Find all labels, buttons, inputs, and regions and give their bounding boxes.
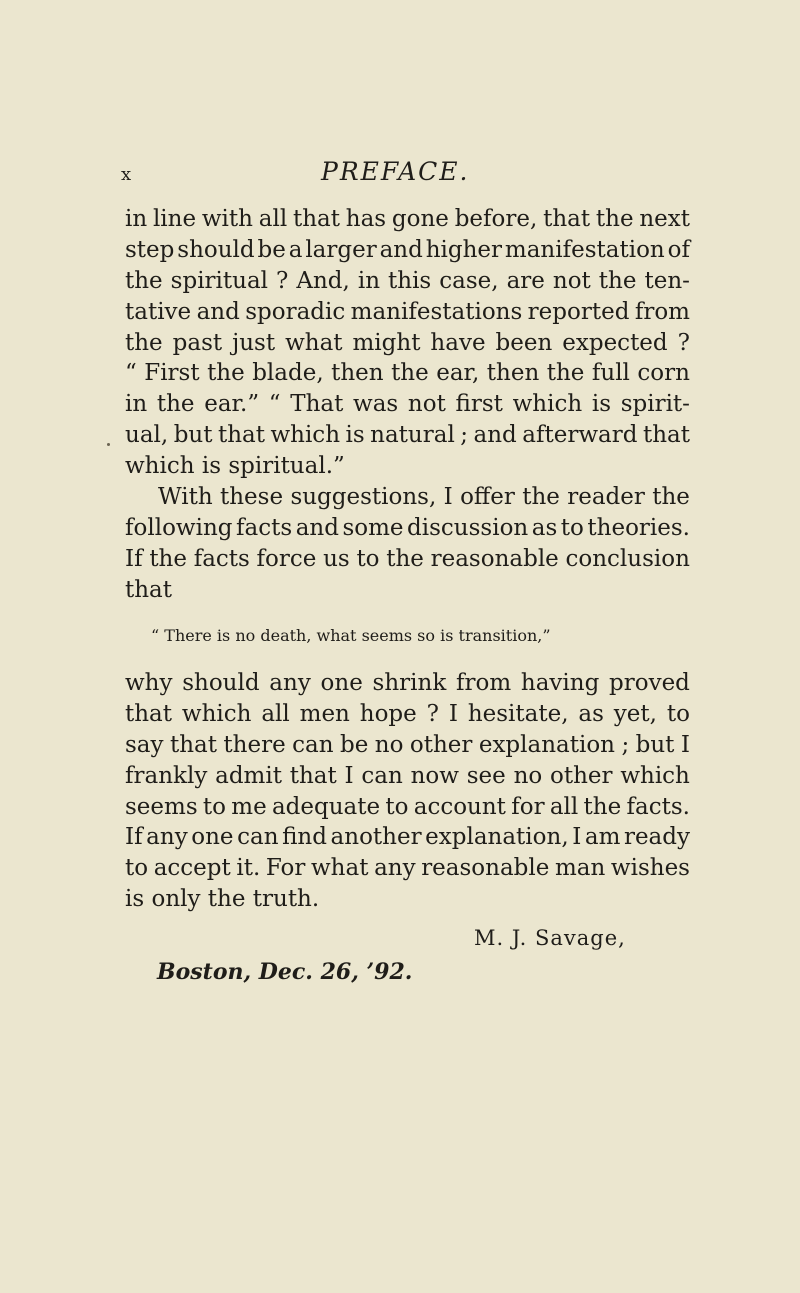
word: hesitate, [467, 700, 569, 727]
word: explanation, [425, 824, 569, 851]
word: find [282, 824, 327, 851]
word: reported [527, 298, 630, 325]
word: admit [215, 762, 282, 789]
dateline: Boston, Dec. 26, ’92. [157, 959, 413, 985]
word: in [125, 206, 148, 232]
word: can [292, 731, 334, 758]
word: be [257, 236, 286, 263]
word: in [357, 267, 381, 294]
word: reasonable [421, 855, 550, 882]
word: manifestations [350, 298, 523, 325]
word: that [642, 422, 690, 449]
word: can [237, 824, 279, 851]
word: there [223, 731, 286, 758]
word: that [125, 700, 173, 727]
paragraph-3 [125, 668, 690, 915]
word: all [549, 793, 579, 820]
word: “ [125, 360, 137, 387]
text-line [125, 544, 690, 575]
text-line [125, 482, 690, 513]
word: the [546, 360, 585, 387]
word: the [595, 206, 634, 232]
word: ten- [644, 267, 690, 294]
word: any [374, 855, 416, 882]
word: blade, [252, 360, 324, 387]
word: discussion [407, 514, 529, 541]
word: and [379, 236, 423, 263]
text-line: which is spiritual.” [125, 453, 345, 480]
word: to [560, 514, 584, 541]
word: are [506, 267, 545, 294]
word: have [430, 329, 486, 356]
paragraph-1 [125, 204, 690, 606]
word: the [522, 484, 560, 511]
word: If [125, 545, 143, 572]
word: facts [236, 514, 293, 541]
word: wishes [610, 855, 690, 882]
word: gone [391, 206, 449, 232]
word: suggestions, [290, 484, 437, 511]
word: might [352, 329, 421, 356]
word: me [231, 793, 267, 820]
word: all [258, 206, 288, 232]
running-header-title: PREFACE. [321, 157, 470, 186]
text-line [125, 761, 690, 792]
word: what [285, 329, 343, 356]
text-line [125, 822, 690, 853]
word: ear, [436, 360, 480, 387]
word: man [554, 855, 606, 882]
word: is [591, 391, 612, 418]
word: the [125, 329, 163, 356]
word: the [652, 484, 690, 511]
word: I [572, 824, 582, 851]
word: why [125, 670, 173, 696]
word: men [299, 700, 350, 727]
word: ear.” [204, 391, 260, 418]
word: following [125, 514, 233, 541]
word: but [635, 731, 675, 758]
word: other [550, 762, 613, 789]
word: see [466, 762, 506, 789]
word: been [495, 329, 553, 356]
word: to [202, 793, 226, 820]
word: ; [460, 422, 469, 449]
word: the [156, 391, 195, 418]
word: manifestation [504, 236, 665, 263]
word: which [512, 391, 583, 418]
word: step [125, 236, 175, 263]
word: seems [125, 793, 198, 820]
text-line [125, 204, 690, 235]
word: If [125, 824, 143, 851]
word: which [270, 422, 341, 449]
text-line [125, 513, 690, 544]
word: ual, [125, 422, 169, 449]
word: ? [426, 700, 439, 727]
word: case, [439, 267, 499, 294]
block-quote: “ There is no death, what seems so is transition,” [151, 626, 551, 645]
word: spiritual [170, 267, 269, 294]
word: to [385, 793, 409, 820]
word: the [391, 360, 429, 387]
text-line [125, 358, 690, 389]
word: to [125, 855, 149, 882]
text-line [125, 235, 690, 266]
word: should [177, 236, 255, 263]
word: reasonable [430, 545, 559, 572]
text-line [125, 853, 690, 884]
word: I [448, 700, 458, 727]
word: but [173, 422, 213, 449]
word: a [288, 236, 303, 263]
word: proved [609, 670, 690, 696]
word: some [342, 514, 404, 541]
text-line: is only the truth. [125, 886, 320, 913]
word: other [409, 731, 473, 758]
word: this [388, 267, 432, 294]
word: the [386, 545, 424, 572]
word: the [149, 545, 187, 572]
word: having [520, 670, 600, 696]
word: from [634, 298, 690, 325]
word: natural [370, 422, 455, 449]
word: And, [296, 267, 350, 294]
word: in [125, 391, 148, 418]
word: can [361, 762, 403, 789]
word: has [345, 206, 387, 232]
word: I [443, 484, 453, 511]
word: sporadic [245, 298, 346, 325]
text-line [125, 297, 690, 328]
text-line [125, 420, 690, 451]
word: before, [454, 206, 538, 232]
word: that [217, 422, 265, 449]
word: adequate [271, 793, 381, 820]
word: not [407, 391, 446, 418]
text-line: that [125, 576, 173, 603]
word: as [531, 514, 558, 541]
text-line [125, 266, 690, 297]
word: that [289, 762, 337, 789]
word: hope [359, 700, 417, 727]
word: to [666, 700, 690, 727]
word: reader [567, 484, 645, 511]
word: it. [236, 855, 261, 882]
word: I [680, 731, 690, 758]
word: yet, [613, 700, 657, 727]
word: shrink [372, 670, 447, 696]
text-line [125, 328, 690, 359]
word: With [158, 484, 213, 511]
word: with [201, 206, 253, 232]
word: that [169, 731, 217, 758]
word: say [125, 731, 164, 758]
word: now [410, 762, 459, 789]
word: ready [623, 824, 690, 851]
print-speck [107, 443, 110, 446]
word: another [330, 824, 422, 851]
word: facts. [626, 793, 690, 820]
word: for [511, 793, 545, 820]
word: any [146, 824, 188, 851]
text-line [125, 792, 690, 823]
word: just [232, 329, 276, 356]
word: larger [305, 236, 377, 263]
page-number: x [121, 164, 133, 185]
word: higher [425, 236, 503, 263]
word: conclusion [565, 545, 690, 572]
word: expected [562, 329, 668, 356]
word: tative [125, 298, 192, 325]
word: ? [677, 329, 690, 356]
word: any [269, 670, 311, 696]
word: am [584, 824, 621, 851]
word: and [196, 298, 240, 325]
word: these [220, 484, 284, 511]
word: accept [153, 855, 231, 882]
word: to [356, 545, 380, 572]
word: which [181, 700, 252, 727]
text-line [125, 699, 690, 730]
word: of [667, 236, 690, 263]
word: spirit- [620, 391, 690, 418]
word: and [295, 514, 339, 541]
word: facts [193, 545, 250, 572]
word: line [152, 206, 197, 232]
word: be [339, 731, 369, 758]
word: corn [637, 360, 690, 387]
word: is [345, 422, 365, 449]
word: that [292, 206, 340, 232]
word: next [639, 206, 690, 232]
word: ; [621, 731, 630, 758]
word: then [486, 360, 540, 387]
word: force [256, 545, 317, 572]
word: no [374, 731, 404, 758]
word: that [543, 206, 591, 232]
text-line [125, 730, 690, 761]
word: and [473, 422, 517, 449]
word: For [265, 855, 306, 882]
word: ? [276, 267, 289, 294]
word: us [323, 545, 350, 572]
word: That [290, 391, 344, 418]
word: full [591, 360, 630, 387]
word: explanation [478, 731, 615, 758]
word: the [125, 267, 163, 294]
word: was [353, 391, 399, 418]
word: from [455, 670, 512, 696]
word: no [513, 762, 543, 789]
word: which [620, 762, 690, 789]
word: afterward [522, 422, 638, 449]
word: the [598, 267, 637, 294]
text-line [125, 668, 690, 699]
word: not [552, 267, 591, 294]
word: as [578, 700, 604, 727]
word: the [583, 793, 622, 820]
word: the [207, 360, 245, 387]
word: First [144, 360, 200, 387]
word: should [182, 670, 260, 696]
word: offer [460, 484, 515, 511]
word: frankly [125, 762, 208, 789]
text-line [125, 389, 690, 420]
word: “ [268, 391, 281, 418]
word: theories. [587, 514, 690, 541]
word: account [413, 793, 506, 820]
word: all [261, 700, 290, 727]
word: then [331, 360, 384, 387]
word: one [191, 824, 234, 851]
word: what [311, 855, 369, 882]
word: one [320, 670, 363, 696]
word: past [172, 329, 223, 356]
word: I [344, 762, 354, 789]
word: first [455, 391, 503, 418]
author-signature: M. J. Savage, [474, 926, 626, 950]
